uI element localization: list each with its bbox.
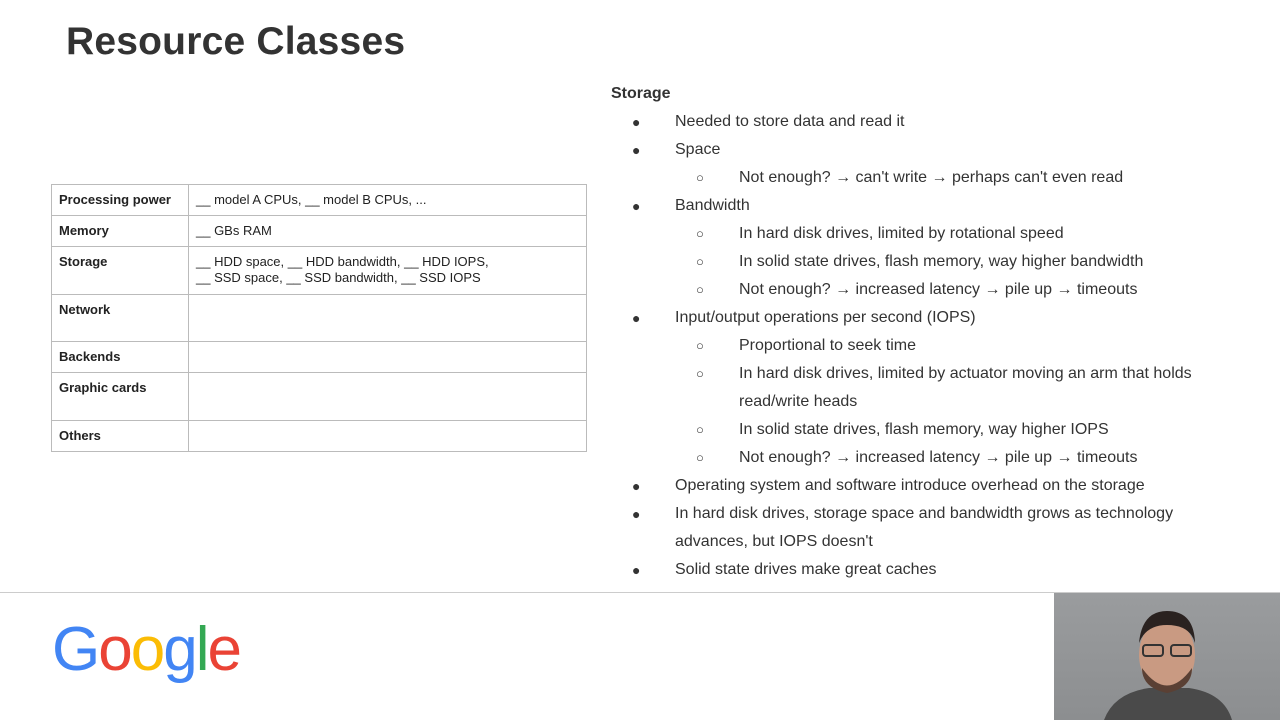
- bullet-dot-icon: ●: [632, 506, 641, 522]
- row-label: Others: [52, 421, 189, 452]
- bullet-item: [611, 444, 1209, 472]
- row-label: Storage: [52, 247, 189, 295]
- row-value: __ model A CPUs, __ model B CPUs, ...: [189, 185, 587, 216]
- bullet-text: In solid state drives, flash memory, way higher IOPS: [739, 421, 1109, 438]
- row-label: Backends: [52, 342, 189, 373]
- bullet-item: [611, 304, 1215, 332]
- storage-heading: Storage: [611, 85, 671, 102]
- bullet-circle-icon: ○: [696, 366, 704, 381]
- bullet-text: In hard disk drives, limited by rotational speed: [739, 225, 1064, 242]
- row-value: [189, 247, 587, 295]
- bullet-text: Not enough? → can't write → perhaps can't even read: [739, 169, 1124, 186]
- bullet-item: [611, 248, 1209, 276]
- table-row: [52, 373, 587, 421]
- bullet-text: Operating system and software introduce overhead on the storage: [675, 477, 1145, 494]
- storage-bullet-list: [611, 108, 1215, 584]
- presenter-video: [1054, 593, 1280, 720]
- bullet-item: [611, 500, 1215, 556]
- bullet-circle-icon: ○: [696, 226, 704, 241]
- bullet-dot-icon: ●: [632, 114, 641, 130]
- bullet-text: Not enough? → increased latency → pile up → timeouts: [739, 449, 1138, 466]
- table-row: [52, 342, 587, 373]
- row-value: [189, 373, 587, 421]
- bullet-text: Space: [675, 141, 721, 158]
- table-row: [52, 216, 587, 247]
- bullet-text: In hard disk drives, limited by actuator moving an arm that holds read/write heads: [739, 365, 1192, 410]
- row-value-line: __ HDD space, __ HDD bandwidth, __ HDD IOPS,: [196, 254, 489, 269]
- logo-letter: o: [130, 615, 164, 684]
- bullet-dot-icon: ●: [632, 310, 641, 326]
- bullet-dot-icon: ●: [632, 198, 641, 214]
- row-value-line: __ SSD space, __ SSD bandwidth, __ SSD IOPS: [196, 270, 481, 285]
- bullet-item: [611, 108, 1215, 136]
- bullet-circle-icon: ○: [696, 254, 704, 269]
- row-label: Network: [52, 295, 189, 342]
- row-value: [189, 295, 587, 342]
- bullet-item: [611, 556, 1215, 584]
- bullet-item: [611, 332, 1209, 360]
- logo-letter: g: [163, 615, 196, 684]
- bullet-dot-icon: ●: [632, 478, 641, 494]
- bullet-item: [611, 472, 1215, 500]
- table-row: [52, 185, 587, 216]
- bullet-item: [611, 416, 1209, 444]
- bullet-item: [611, 276, 1209, 304]
- row-value: __ GBs RAM: [189, 216, 587, 247]
- bullet-item: [611, 192, 1215, 220]
- bullet-item: [611, 220, 1209, 248]
- slide-title: Resource Classes: [66, 20, 406, 63]
- bullet-dot-icon: ●: [632, 142, 641, 158]
- row-value: [189, 421, 587, 452]
- logo-letter: o: [98, 615, 131, 684]
- bullet-circle-icon: ○: [696, 450, 704, 465]
- logo-letter: l: [195, 615, 208, 684]
- logo-letter: e: [207, 615, 240, 684]
- table-row: [52, 247, 587, 295]
- bullet-text: In hard disk drives, storage space and bandwidth grows as technology advances, but IOPS doesn't: [675, 505, 1174, 550]
- storage-panel: [611, 80, 1215, 584]
- bullet-text: Needed to store data and read it: [675, 113, 905, 130]
- row-label: Memory: [52, 216, 189, 247]
- row-value: [189, 342, 587, 373]
- bullet-item: [611, 360, 1209, 416]
- bullet-text: In solid state drives, flash memory, way higher bandwidth: [739, 253, 1144, 270]
- google-logo: [52, 614, 240, 685]
- bullet-circle-icon: ○: [696, 338, 704, 353]
- row-label: Graphic cards: [52, 373, 189, 421]
- bullet-text: Bandwidth: [675, 197, 750, 214]
- bullet-text: Solid state drives make great caches: [675, 561, 937, 578]
- bullet-item: [611, 164, 1209, 192]
- bullet-text: Not enough? → increased latency → pile up → timeouts: [739, 281, 1138, 298]
- bullet-circle-icon: ○: [696, 170, 704, 185]
- bullet-dot-icon: ●: [632, 562, 641, 578]
- table-row: [52, 421, 587, 452]
- bullet-text: Input/output operations per second (IOPS): [675, 309, 976, 326]
- presenter-silhouette-icon: [1054, 593, 1280, 720]
- bullet-item: [611, 136, 1215, 164]
- bullet-text: Proportional to seek time: [739, 337, 916, 354]
- row-label: Processing power: [52, 185, 189, 216]
- bullet-circle-icon: ○: [696, 422, 704, 437]
- table-row: [52, 295, 587, 342]
- bullet-circle-icon: ○: [696, 282, 704, 297]
- resource-classes-table: [51, 184, 587, 452]
- logo-letter: G: [52, 615, 99, 684]
